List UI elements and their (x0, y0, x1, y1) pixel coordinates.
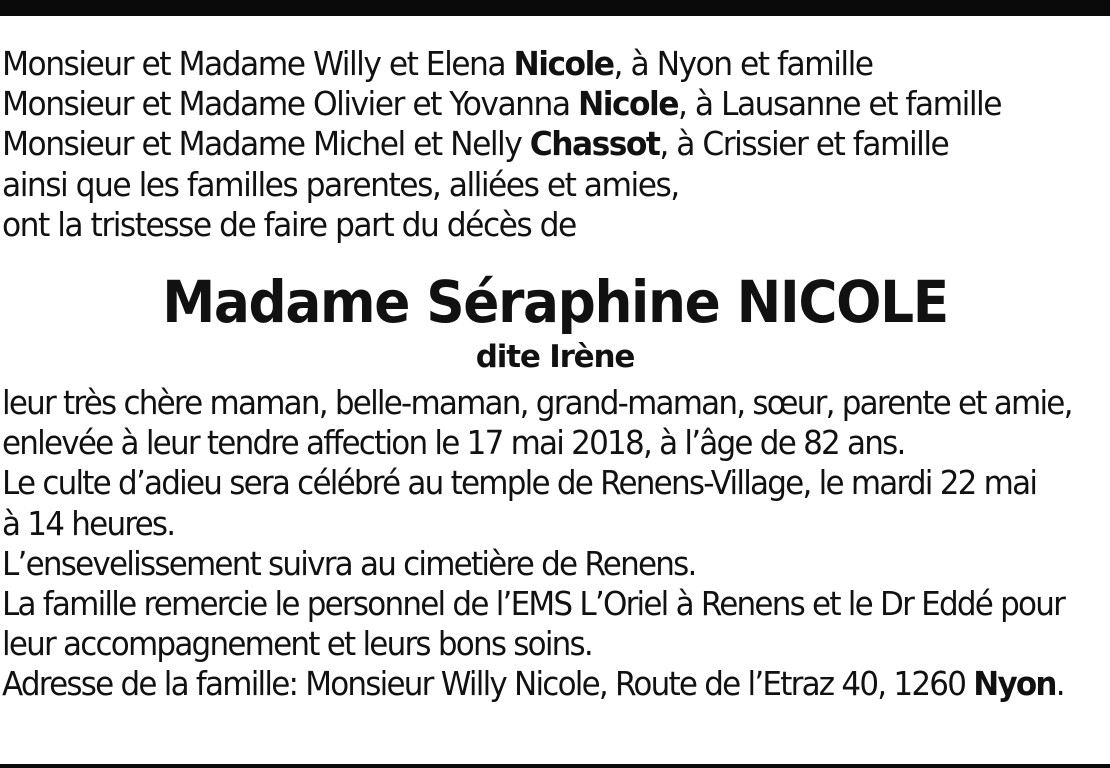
body-line: à 14 heures. (2, 503, 175, 543)
obituary-notice (2, 44, 1108, 705)
announcer-location: , à Lausanne et famille (677, 84, 1001, 124)
body-line: Le culte d’adieu sera célébré au temple de Renens-Village, le mardi 22 mai (2, 463, 1037, 503)
obituary-body (2, 383, 1108, 705)
address-end: . (1055, 664, 1064, 704)
announcement-line: ont la tristesse de faire part du décès de (2, 204, 576, 244)
announcer-text: Monsieur et Madame Willy et Elena (2, 44, 514, 83)
bottom-rule (0, 764, 1110, 768)
body-line: leur très chère maman, belle-maman, grand-maman, sœur, parente et amie, (2, 383, 1072, 423)
families-line: ainsi que les familles parentes, alliées et amies, (2, 164, 679, 204)
family-address (2, 664, 1064, 704)
announcer-text: Monsieur et Madame Olivier et Yovanna (2, 84, 578, 124)
announcer-line (2, 84, 1053, 124)
announcer-line (2, 44, 1053, 84)
top-rule (0, 0, 1110, 16)
announcer-surname: Nicole (513, 44, 614, 83)
announcer-location: , à Nyon et famille (613, 44, 873, 83)
body-line: enlevée à leur tendre affection le 17 mai 2018, à l’âge de 82 ans. (2, 423, 905, 463)
body-line: L’ensevelissement suivra au cimetière de Renens. (2, 543, 696, 583)
announcer-surname: Chassot (529, 124, 660, 164)
address-town: Nyon (973, 664, 1056, 704)
deceased-name: Madame Séraphine NICOLE (162, 268, 948, 337)
body-line: La famille remercie le personnel de l’EMS L’Oriel à Renens et le Dr Eddé pour (2, 584, 1065, 624)
announcer-surname: Nicole (577, 84, 678, 124)
announcer-text: Monsieur et Madame Michel et Nelly (2, 124, 530, 164)
address-text: Adresse de la famille: Monsieur Willy Nicole, Route de l’Etraz 40, 1260 (2, 664, 974, 704)
announcer-line (2, 124, 1053, 164)
deceased-nickname: dite Irène (475, 339, 635, 376)
body-line: leur accompagnement et leurs bons soins. (2, 624, 593, 664)
announcer-location: , à Crissier et famille (659, 124, 949, 164)
deceased-block (2, 267, 1108, 377)
announcers-list (2, 44, 1108, 245)
